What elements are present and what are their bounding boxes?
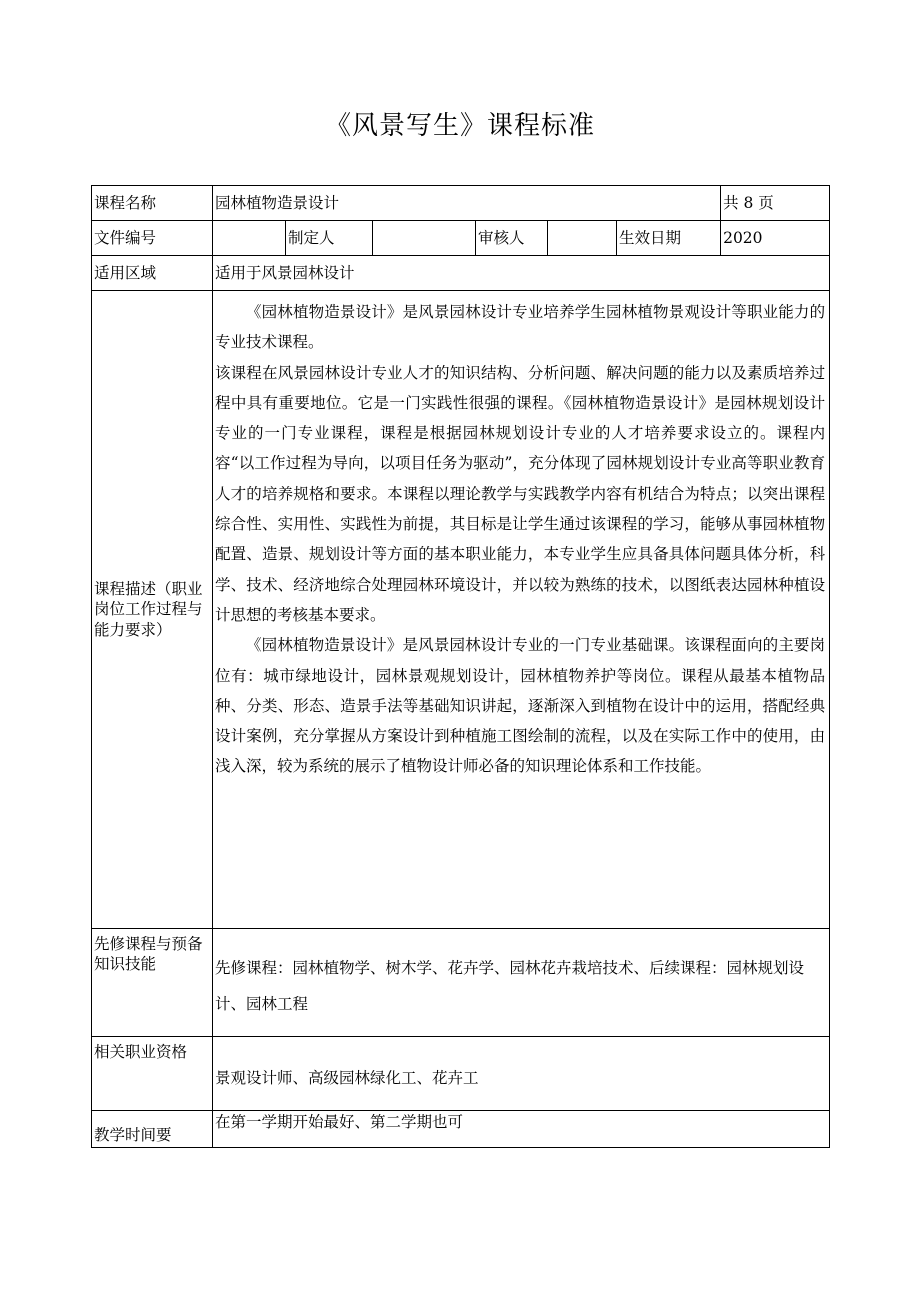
schedule-value: 在第一学期开始最好、第二学期也可 xyxy=(213,1111,830,1148)
scope-value: 适用于风景园林设计 xyxy=(213,256,830,291)
course-name-value: 园林植物造景设计 xyxy=(213,186,721,221)
career-value: 景观设计师、高级园林绿化工、花卉工 xyxy=(213,1037,830,1111)
effective-date-value: 2020 xyxy=(721,221,830,256)
row-description xyxy=(92,291,830,929)
file-no-label: 文件编号 xyxy=(92,221,213,256)
row-course-name xyxy=(92,186,830,221)
page-count: 共 8 页 xyxy=(721,186,830,221)
effective-date-label: 生效日期 xyxy=(617,221,721,256)
row-scope xyxy=(92,256,830,291)
prereq-value: 先修课程：园林植物学、树木学、花卉学、园林花卉栽培技术、后续课程：园林规划设计、园林工程 xyxy=(213,929,830,1037)
prereq-label: 先修课程与预备知识技能 xyxy=(92,929,213,1037)
author-value xyxy=(373,221,476,256)
row-schedule xyxy=(92,1111,830,1148)
reviewer-value xyxy=(548,221,617,256)
description-label: 课程描述（职业岗位工作过程与能力要求） xyxy=(92,291,213,929)
scope-label: 适用区域 xyxy=(92,256,213,291)
description-paragraph: 《园林植物造景设计》是风景园林设计专业的一门专业基础课。该课程面向的主要岗位有：城市绿地设计，园林景观规划设计，园林植物养护等岗位。课程从最基本植物品种、分类、形态、造景手法等基础知识讲起，逐渐深入到植物在设计中的运用，搭配经典设计案例，充分掌握从方案设计到种植施工图绘制的流程，以及在实际工作中的使用，由浅入深，较为系统的展示了植物设计师必备的知识理论体系和工作技能。 xyxy=(215,636,826,776)
row-prerequisites xyxy=(92,929,830,1037)
description-paragraph: 该课程在风景园林设计专业人才的知识结构、分析问题、解决问题的能力以及素质培养过程中具有重要地位。它是一门实践性很强的课程。《园林植物造景设计》是园林规划设计专业的一门专业课程，课程是根据园林规划设计专业的人才培养要求设立的。课程内容“以工作过程为导向，以项目任务为驱动”，充分体现了园林规划设计专业高等职业教育人才的培养规格和要求。本课程以理论教学与实践教学内容有机结合为特点；以突出课程综合性、实用性、实践性为前提，其目标是让学生通过该课程的学习，能够从事园林植物配置、造景、规划设计等方面的基本职业能力，本专业学生应具备具体问题具体分析，科学、技术、经济地综合处理园林环境设计，并以较为熟练的技术，以图纸表达园林种植设计思想的考核基本要求。 xyxy=(215,363,826,624)
file-no-value xyxy=(213,221,286,256)
author-label: 制定人 xyxy=(286,221,373,256)
course-name-label: 课程名称 xyxy=(92,186,213,221)
row-career xyxy=(92,1037,830,1111)
row-file-info xyxy=(92,221,830,256)
schedule-label: 教学时间要 xyxy=(92,1111,213,1148)
career-label: 相关职业资格 xyxy=(92,1037,213,1111)
description-value xyxy=(213,291,830,929)
page-title: 《风景写生》课程标准 xyxy=(324,111,595,141)
course-standard-table xyxy=(91,185,830,1148)
description-paragraph: 《园林植物造景设计》是风景园林设计专业培养学生园林植物景观设计等职业能力的专业技术课程。 xyxy=(215,303,826,352)
reviewer-label: 审核人 xyxy=(476,221,548,256)
